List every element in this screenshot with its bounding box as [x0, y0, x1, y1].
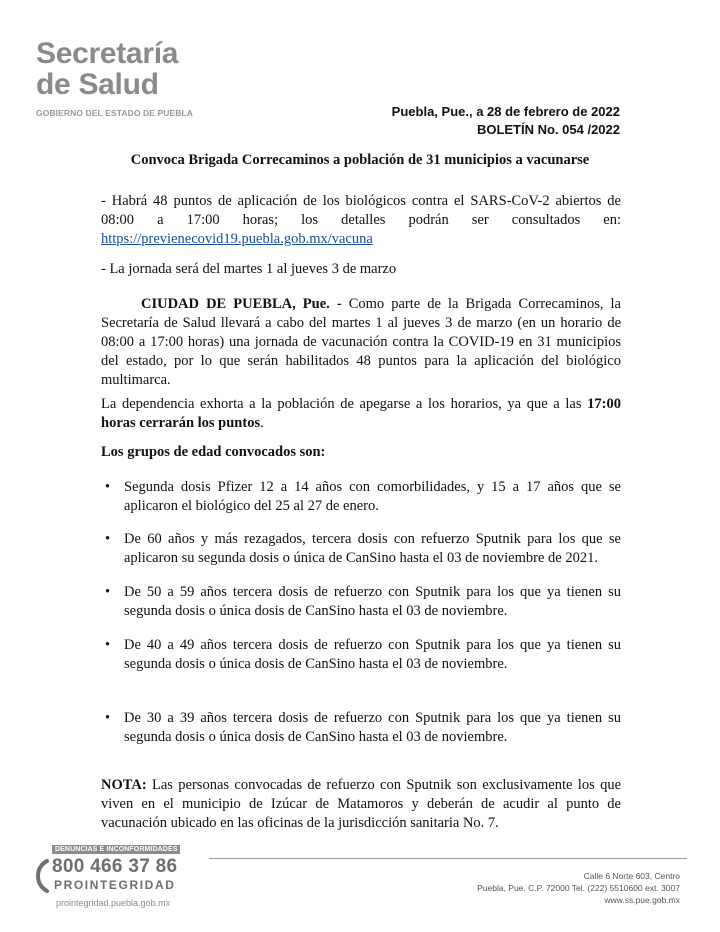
phone-icon: [36, 859, 50, 893]
bullet-icon: •: [105, 710, 111, 726]
prointegridad-brand: PROINTEGRIDAD: [54, 878, 176, 892]
intro-paragraph-1: [101, 192, 621, 249]
dateline: CIUDAD DE PUEBLA, Pue. -: [141, 296, 342, 312]
phone-number: 800 466 37 86: [52, 856, 178, 877]
list-item-text: De 50 a 59 años tercera dosis de refuerzo con Sputnik para los que ya tienen su segunda dosis o única dosis de CanSino hasta el 03 de noviembre.: [124, 584, 621, 619]
groups-heading: Los grupos de edad convocados son:: [101, 444, 326, 460]
list-item: [105, 583, 621, 621]
footer-divider: [209, 858, 687, 859]
bulletin-date: Puebla, Pue., a 28 de febrero de 2022: [391, 104, 620, 119]
phone-row: [36, 856, 206, 896]
note-text: Las personas convocadas de refuerzo con Sputnik son exclusivamente los que viven en el municipio de Izúcar de Matamoros y deberán de acudir al punto de vacunación ubicado en las oficinas de la jurisdicción sanitaria No. 7.: [101, 777, 622, 831]
note-label: NOTA:: [101, 777, 147, 793]
government-label: GOBIERNO DEL ESTADO DE PUEBLA: [36, 108, 194, 118]
bulletin-header: [392, 103, 620, 139]
list-item: [105, 636, 621, 674]
list-item-text: De 30 a 39 años tercera dosis de refuerzo con Sputnik para los que ya tienen su segunda dosis o única dosis de CanSino hasta el 03 de noviembre.: [124, 710, 621, 745]
body-text-2-bold: 17:00 horas cerrarán los puntos: [101, 396, 621, 431]
logo-line-1: Secretaría: [36, 37, 179, 70]
footer-address: [477, 870, 680, 906]
list-item: [105, 709, 621, 747]
intro-text-1: - Habrá 48 puntos de aplicación de los biológicos contra el SARS-CoV-2 abiertos de 08:00 a 17:00 horas; los detalles podrán ser consultados en:: [101, 193, 621, 228]
address-line-2: Puebla, Pue. C.P. 72000 Tel. (222) 5510600 ext. 3007: [477, 883, 680, 893]
bullet-icon: •: [105, 479, 111, 495]
body-text-2-start: La dependencia exhorta a la población de apegarse a los horarios, ya que a las: [101, 396, 582, 412]
bulletin-number: BOLETÍN No. 054 /2022: [476, 122, 620, 137]
bullet-icon: •: [105, 584, 111, 600]
document-title: Convoca Brigada Correcaminos a población de 31 municipios a vacunarse: [130, 152, 590, 168]
bullet-icon: •: [105, 637, 111, 653]
note-paragraph: [101, 776, 621, 833]
bullet-icon: •: [105, 531, 111, 547]
list-item-text: De 40 a 49 años tercera dosis de refuerzo con Sputnik para los que ya tienen su segunda dosis o única dosis de CanSino hasta el 03 de noviembre.: [124, 637, 621, 672]
prointegridad-block: [36, 838, 206, 908]
list-item: [105, 478, 621, 516]
logo-line-2: de Salud: [36, 68, 159, 101]
body-paragraph-2: [101, 395, 621, 433]
prointegridad-website: prointegridad.puebla.gob.mx: [56, 898, 171, 908]
denuncias-label: DENUNCIAS E INCONFORMIDADES: [52, 845, 180, 854]
intro-paragraph-2: - La jornada será del martes 1 al jueves 3 de marzo: [101, 261, 397, 277]
address-line-1: Calle 6 Norte 603, Centro: [583, 871, 680, 881]
body-text-2-end: .: [260, 415, 264, 431]
vacuna-link[interactable]: https://previenecovid19.puebla.gob.mx/vacuna: [101, 231, 373, 247]
body-paragraph-1: [101, 295, 621, 390]
address-line-3: www.ss.pue.gob.mx: [604, 895, 680, 905]
list-item-text: De 60 años y más rezagados, tercera dosis con refuerzo Sputnik para los que se aplicaron su segunda dosis o única de CanSino hasta el 03 de noviembre de 2021.: [124, 531, 621, 566]
list-item: [105, 530, 621, 568]
list-item-text: Segunda dosis Pfizer 12 a 14 años con comorbilidades, y 15 a 17 años que se aplicaron el biológico del 25 al 27 de enero.: [124, 479, 621, 514]
secretaria-salud-logo: [36, 38, 178, 100]
body-text-1: Como parte de la Brigada Correcaminos, la Secretaría de Salud llevará a cabo del martes 1 al jueves 3 de marzo (en un horario de 08:00 a 17:00 horas) una jornada de vacunación contra la COVID-19 en 31 municipios del estado, por lo que serán habilitados 48 puntos para la aplicación del biológico multimarca.: [101, 296, 621, 388]
